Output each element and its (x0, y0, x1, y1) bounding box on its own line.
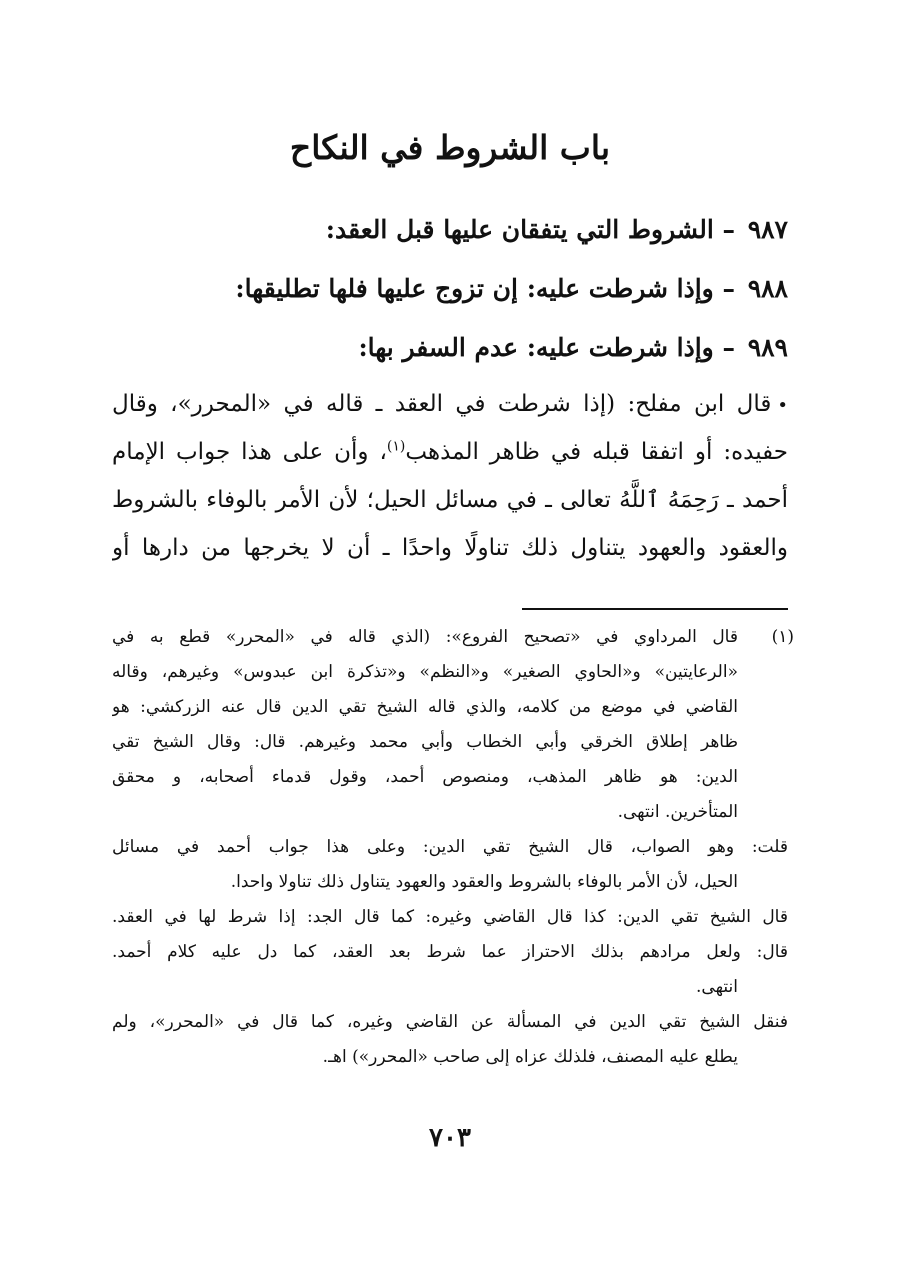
footnote-marker: (١) (771, 627, 794, 647)
footnote-line: قال المرداوي في «تصحيح الفروع»: (الذي قاله في «المحرر» قطع به في (112, 627, 738, 647)
issue-text: الشروط التي يتفقان عليها قبل العقد: (325, 215, 714, 244)
footnote-line: قال الشيخ تقي الدين: كذا قال القاضي وغيره: كما قال الجد: إذا شرط لها في العقد. (112, 907, 788, 927)
issue-dash: – (722, 333, 735, 362)
footnote-line: «الرعايتين» و«الحاوي الصغير» و«النظم» و«تذكرة ابن عبدوس» وغيرهم، وقاله (112, 662, 738, 682)
footnote-line: المتأخرين. انتهى. (617, 802, 738, 822)
issue-text: وإذا شرطت عليه: إن تزوج عليها فلها تطليقها: (235, 274, 714, 303)
chapter-title: باب الشروط في النكاح (289, 128, 611, 167)
issue-number: ٩٨٧ (747, 215, 788, 244)
footnote-line: يطلع عليه المصنف، فلذلك عزاه إلى صاحب «المحرر») اهـ. (322, 1047, 738, 1067)
paragraph-line (112, 428, 788, 476)
footnote-line: ظاهر إطلاق الخرقي وأبي الخطاب وأبي محمد وغيرهم. قال: وقال الشيخ تقي (112, 732, 738, 752)
footnote-line: قلت: وهو الصواب، قال الشيخ تقي الدين: وعلى هذا جواب أحمد في مسائل (112, 837, 788, 857)
paragraph-line-text: ، وأن على هذا جواب الإمام (112, 439, 387, 465)
main-paragraph (112, 380, 788, 572)
issue-text: وإذا شرطت عليه: عدم السفر بها: (358, 333, 714, 362)
footnotes (112, 620, 794, 1075)
footnote-separator (522, 608, 788, 610)
issue-989 (98, 328, 788, 368)
footnote-body (112, 620, 738, 830)
page-number: ٧٠٣ (429, 1123, 471, 1153)
footnote-reference[interactable]: (١) (386, 438, 406, 455)
footnote-line: الحيل، لأن الأمر بالوفاء بالشروط والعقود والعهود يتناول ذلك تناولا واحدا. (230, 872, 738, 892)
paragraph-line-text: والعقود والعهود يتناول ذلك تناولًا واحدًا ـ أن لا يخرجها من دارها أو (112, 535, 788, 561)
footnote-line: فنقل الشيخ تقي الدين في المسألة عن القاضي وغيره، كما قال في «المحرر»، ولم (112, 1012, 788, 1032)
paragraph-line-text: قال ابن مفلح: (إذا شرطت في العقد ـ قاله في «المحرر»، وقال (112, 391, 772, 417)
issue-number: ٩٨٩ (747, 333, 788, 362)
footnote-line: قال: ولعل مرادهم بذلك الاحتراز عما شرط بعد العقد، كما دل عليه كلام أحمد. (112, 942, 788, 962)
issue-dash: – (722, 215, 735, 244)
footnote-line: انتهى. (696, 977, 738, 997)
issue-987 (98, 210, 788, 250)
paragraph-line (112, 380, 788, 428)
footnote-continuation (112, 830, 788, 1075)
paragraph-line (112, 524, 788, 572)
issue-988 (98, 269, 788, 309)
paragraph-line-text: أحمد ـ رَحِمَهُ ٱللَّهُ تعالى ـ في مسائل الحيل؛ لأن الأمر بالوفاء بالشروط (112, 487, 788, 513)
issue-number: ٩٨٨ (747, 274, 788, 303)
footnote-line: القاضي في موضع من كلامه، والذي قاله الشيخ تقي الدين قال عنه الزركشي: هو (112, 697, 738, 717)
paragraph-line (112, 476, 788, 524)
footnote-line: الدين: هو ظاهر المذهب، ومنصوص أحمد، وقول قدماء أصحابه، و محقق (112, 767, 738, 787)
paragraph-line-text: حفيده: أو اتفقا قبله في ظاهر المذهب (405, 439, 788, 465)
issue-dash: – (722, 274, 735, 303)
bullet-icon: • (777, 395, 788, 416)
